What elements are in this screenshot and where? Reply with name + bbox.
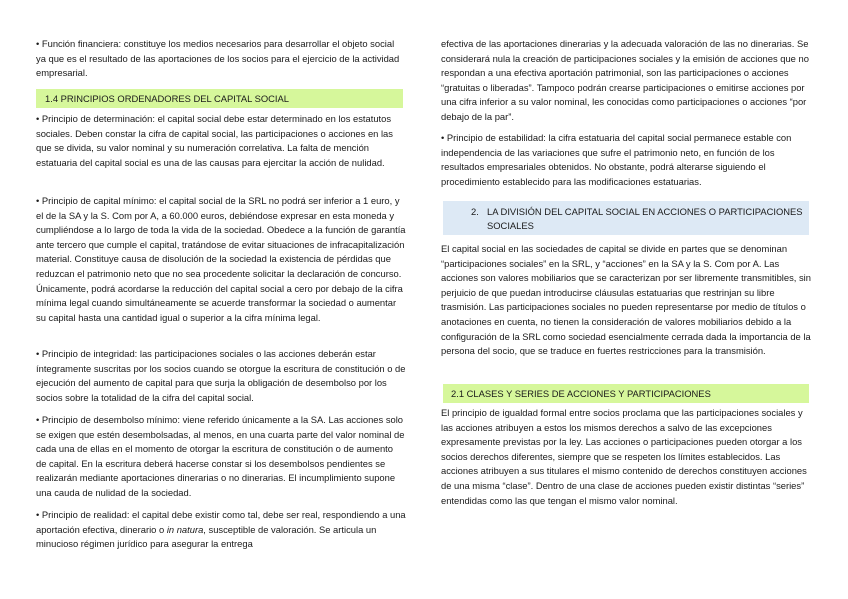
paragraph-principio-realidad (36, 508, 406, 552)
principio-realidad-italic: in natura (166, 523, 204, 535)
paragraph-principio-integridad: • Principio de integridad: las participaciones sociales o las acciones deberán estar íntegramente suscritas por los socios cuando se otorgue la escritura de constitución o de ejecución del aumento de capital para que surja la obligación de desembolso por los socios sobre la totalidad de la cifra del capital social. (36, 348, 406, 403)
section-heading-1-4-text: 1.4 PRINCIPIOS ORDENADORES DEL CAPITAL SOCIAL (45, 93, 289, 104)
section-heading-2-text: LA DIVISIÓN DEL CAPITAL SOCIAL EN ACCIONES O PARTICIPACIONES SOCIALES (487, 206, 803, 231)
paragraph-principio-desembolso-minimo: • Principio de desembolso mínimo: viene referido únicamente a la SA. Las acciones solo se exigen que estén desembolsadas, al menos, en una cuarta parte del valor nominal de cada una de ellas en el momento de otorgar la escritura de constitución o de aumento de capital. En la escritura deberá hacerse constar si los desembolsos pendientes se realizarán mediante aportaciones dinerarias o no dinerarias. El incumplimiento supone una cauda de nulidad de la sociedad. (36, 414, 405, 498)
paragraph-principio-igualdad: El principio de igualdad formal entre socios proclama que las participaciones sociales y las acciones atribuyen a estos los mismos derechos a salvo de las excepciones expresamente previstas por la ley. Las acciones o participaciones pueden otorgar a los socios derechos diferentes, siempre que se respeten los límites establecidos. Las acciones atribuyen a sus titulares el mismo contenido de derechos constituyen acciones de una misma “clase”. Dentro de una clase de acciones pueden existir distintas “series” entendidas como las que tengan el mismo valor nominal. (441, 407, 807, 506)
section-heading-2-1 (443, 384, 809, 403)
section-heading-2-1-text: 2.1 CLASES Y SERIES DE ACCIONES Y PARTICIPACIONES (451, 388, 711, 399)
section-heading-2 (443, 201, 809, 235)
paragraph-division-capital: El capital social en las sociedades de capital se divide en partes que se denominan “participaciones sociales” en la SRL, y “acciones” en la SA y la S. Com por A. Las acciones son valores mobiliarios que se caracterizan por ser libremente transmitibles, sin perjuicio de que puedan introducirse cláusulas estatuarias que restrinjan su libre trasmisión. Las participaciones sociales no pueden representarse por medio de títulos o anotaciones en cuenta, no tienen la consideración de valores mobiliarios debido a la configuración de la SRL como sociedad esencialmente cerrada dada la importancia de la persona del socio, que se traduce en fuertes restricciones para la transmisión. (441, 243, 811, 357)
section-heading-2-number: 2. (471, 206, 479, 217)
principio-realidad-text-a: • Principio de realidad: el capital debe existir como tal, debe ser real, respondiendo a una aportación efectiva, dinerario o (36, 509, 406, 535)
principio-realidad-text-b: , susceptible de valoración. Se articula un minucioso régimen jurídico para asegurar la entrega (36, 523, 377, 550)
paragraph-funcion-financiera: • Función financiera: constituye los medios necesarios para desarrollar el objeto social ya que es el resultado de las aportaciones de los socios para el ejercicio de la actividad empresarial. (36, 38, 400, 79)
paragraph-continuation-realidad: efectiva de las aportaciones dinerarias y la adecuada valoración de las no dinerarias. Se considerará nula la creación de participaciones sociales y la emisión de acciones que no respondan a una efectiva aportación patrimonial, son las participaciones o acciones “gratuitas o liberadas”. Tampoco podrán crearse participaciones o emitirse acciones por una cifra inferior a su valor nominal, les conocidas como participaciones o acciones “por debajo de la par”. (441, 38, 809, 122)
section-heading-1-4 (36, 89, 403, 108)
paragraph-principio-determinacion: • Principio de determinación: el capital social debe estar determinado en los estatutos sociales. Deben constar la cifra de capital social, las participaciones o acciones en las que se divida, su valor nominal y su numeración correlativa. La falta de mención estatuaria del capital social es una de las causas para ejercitar la acción de nulidad. (36, 113, 393, 168)
paragraph-principio-capital-minimo: • Principio de capital mínimo: el capital social de la SRL no podrá ser inferior a 1 euro, y el de la SA y la S. Com por A, a 60.000 euros, debiéndose expresar en esta moneda y cumpliéndose a lo largo de toda la vida de la sociedad. Obedece a la función de garantía ante tercero que cumple el capital, tratándose de evitar situaciones de infracapitalización material. Constituye causa de disolución de la sociedad la existencia de pérdidas que reduzcan el patrimonio neto que no sea procedente solicitar la declaración de concurso. Únicamente, podrá acordarse la reducción del capital social a cero por debajo de la cifra mínima legal cuando simultáneamente se acuerde transformar la sociedad o aumentar su capital hasta una cantidad igual o superior a la cifra mínima legal. (36, 195, 406, 323)
paragraph-principio-estabilidad: • Principio de estabilidad: la cifra estatuaria del capital social permanece estable con independencia de las variaciones que sufre el patrimonio neto, en función de los resultados empresariales obtenidos. No obstante, podrá alterarse siguiendo el procedimiento establecido para las modificaciones estatuarias. (441, 132, 792, 187)
